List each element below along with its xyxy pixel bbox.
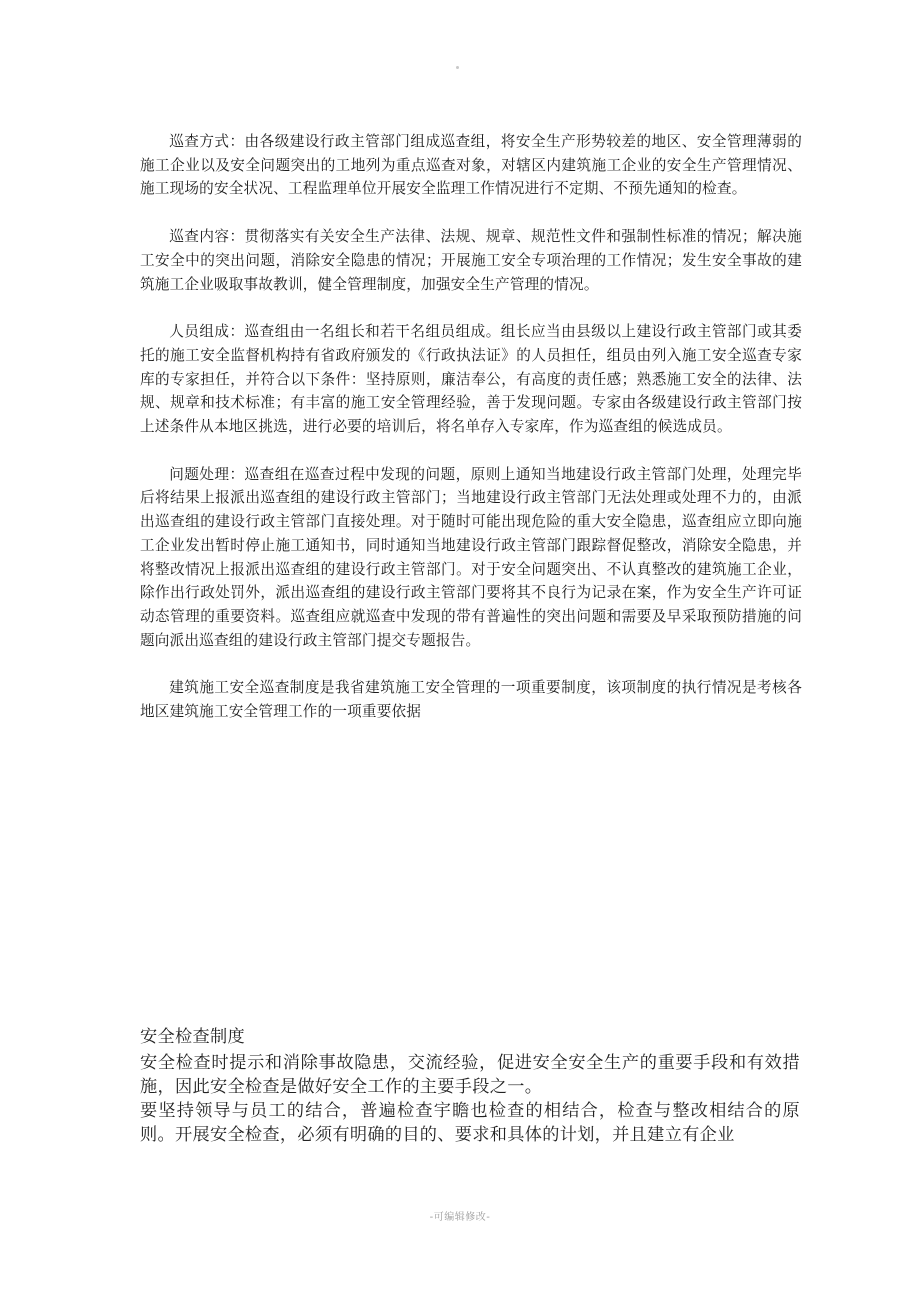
paragraph-inspection-method: 巡查方式：由各级建设行政主管部门组成巡查组，将安全生产形势较差的地区、安全管理薄弱的施工企业以及安全问题突出的工地列为重点巡查对象，对辖区内建筑施工企业的安全生产管理情况、施工现场的安全状况、工程监理单位开展安全监理工作情况进行不定期、不预先通知的检查。 — [140, 133, 802, 198]
inspection-rules-section — [140, 130, 802, 748]
paragraph-personnel-composition: 人员组成：巡查组由一名组长和若干名组员组成。组长应当由县级以上建设行政主管部门或其委托的施工安全监督机构持有省政府颁发的《行政执法证》的人员担任，组员由列入施工安全巡查专家库的专家担任，并符合以下条件：坚持原则，廉洁奉公，有高度的责任感；熟悉施工安全的法律、法规、规章和技术标准；有丰富的施工安全管理经验，善于发现问题。专家由各级建设行政主管部门按上述条件从本地区挑选，进行必要的培训后，将名单存入专家库，作为巡查组的候选成员。 — [140, 323, 802, 436]
paragraph-system-importance: 建筑施工安全巡查制度是我省建筑施工安全管理的一项重要制度，该项制度的执行情况是考核各地区建筑施工安全管理工作的一项重要依据 — [140, 679, 802, 721]
safety-check-section — [140, 1025, 800, 1147]
paragraph-inspection-content: 巡查内容：贯彻落实有关安全生产法律、法规、规章、规范性文件和强制性标准的情况；解决施工安全中的突出问题，消除安全隐患的情况；开展施工安全专项治理的工作情况；发生安全事故的建筑施工企业吸取事故教训，健全管理制度，加强安全生产管理的情况。 — [140, 228, 802, 293]
section-line-purpose: 安全检查时提示和消除事故隐患，交流经验，促进安全安全生产的重要手段和有效措施，因此安全检查是做好安全工作的主要手段之一。 — [140, 1053, 800, 1097]
paragraph-problem-handling: 问题处理：巡查组在巡查过程中发现的问题，原则上通知当地建设行政主管部门处理，处理完毕后将结果上报派出巡查组的建设行政主管部门；当地建设行政主管部门无法处理或处理不力的，由派出巡查组的建设行政主管部门直接处理。对于随时可能出现危险的重大安全隐患，巡查组应立即向施工企业发出暂时停止施工通知书，同时通知当地建设行政主管部门跟踪督促整改，消除安全隐患，并将整改情况上报派出巡查组的建设行政主管部门。对于安全问题突出、不认真整改的建筑施工企业，除作出行政处罚外，派出巡查组的建设行政主管部门要将其不良行为记录在案，作为安全生产许可证动态管理的重要资料。巡查组应就巡查中发现的带有普遍性的突出问题和需要及早采取预防措施的问题向派出巡查组的建设行政主管部门提交专题报告。 — [140, 465, 802, 649]
section-line-principles: 要坚持领导与员工的结合，普遍检查宇瞻也检查的相结合，检查与整改相结合的原则。开展安全检查，必须有明确的目的、要求和具体的计划，并且建立有企业 — [140, 1101, 800, 1145]
page-footer: -可编辑修改- — [429, 1212, 491, 1223]
page-marker-dot — [456, 66, 459, 69]
section-title: 安全检查制度 — [140, 1027, 245, 1047]
